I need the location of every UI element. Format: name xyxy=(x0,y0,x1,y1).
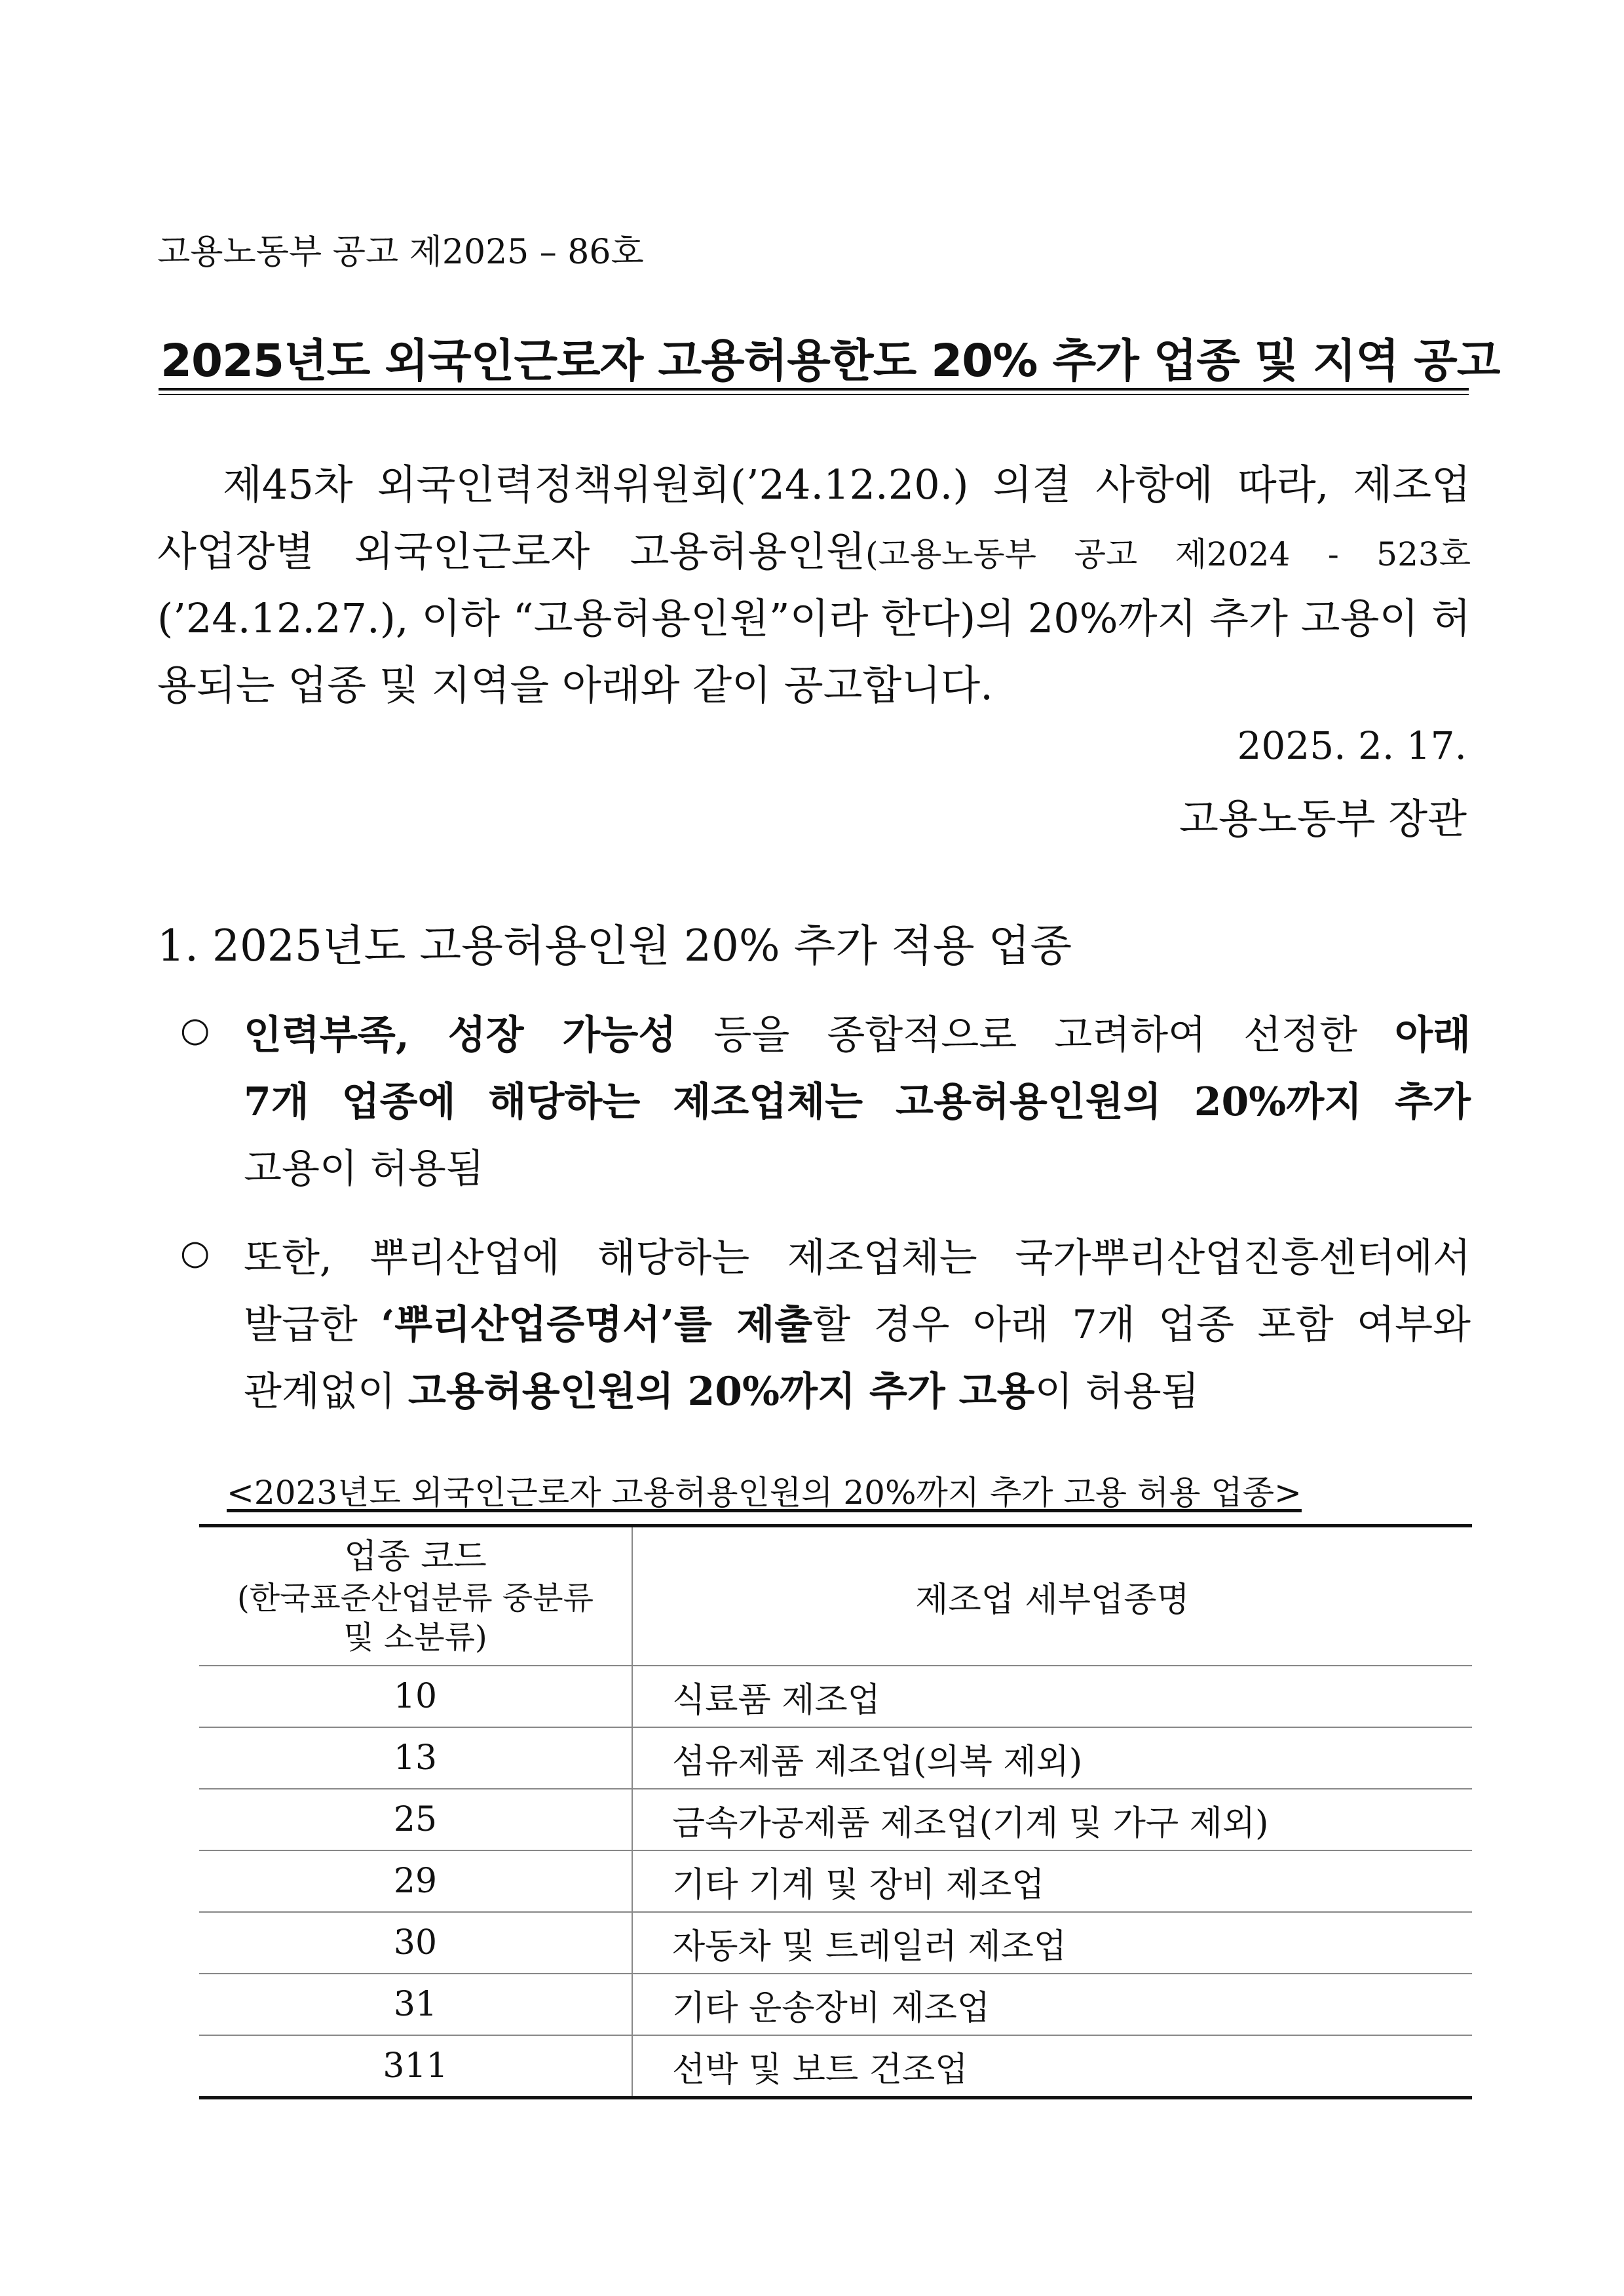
intro-line-2-reference: (고용노동부 공고 제2024 - 523호 xyxy=(865,535,1471,573)
industry-code-cell: 25 xyxy=(199,1789,632,1850)
industry-name-cell: 식료품 제조업 xyxy=(632,1666,1472,1727)
table-row xyxy=(199,1666,1472,1727)
bullet-1-normal: 등을 종합적으로 고려하여 선정한 xyxy=(676,1012,1395,1058)
intro-line-2 xyxy=(157,519,1471,577)
industry-code-cell: 13 xyxy=(199,1727,632,1789)
notice-issuer: 고용노동부 장관 xyxy=(1179,795,1467,843)
industry-name-cell: 금속가공제품 제조업(기계 및 가구 제외) xyxy=(632,1789,1472,1850)
header-industry-code xyxy=(199,1526,632,1666)
bullet-2-line-1: 또한, 뿌리산업에 해당하는 제조업체는 국가뿌리산업진흥센터에서 xyxy=(244,1235,1471,1281)
industry-code-cell: 10 xyxy=(199,1666,632,1727)
intro-line-1: 제45차 외국인력정책위원회(’24.12.20.) 의결 사항에 따라, 제조업 xyxy=(223,461,1471,508)
bullet-2-line-3-a: 관계없이 xyxy=(244,1369,408,1415)
table-row xyxy=(199,1850,1472,1912)
industry-code-cell: 31 xyxy=(199,1974,632,2035)
table-header-row xyxy=(199,1526,1472,1666)
bullet-1-mark: ○ xyxy=(180,1010,210,1050)
intro-line-3: (’24.12.27.), 이하 “고용허용인원”이라 한다)의 20%까지 추가 고용이 허 xyxy=(157,594,1471,642)
bullet-2-line-3-b: 이 허용됨 xyxy=(1034,1369,1199,1415)
header-code-line-1: 업종 코드 xyxy=(344,1537,487,1577)
table-row xyxy=(199,1912,1472,1974)
title-underline-thin xyxy=(159,394,1469,395)
notice-date: 2025. 2. 17. xyxy=(1237,723,1467,768)
bullet-2-line-3-bold: 고용허용인원의 20%까지 추가 고용 xyxy=(407,1369,1035,1415)
section-1-heading: 1. 2025년도 고용허용인원 20% 추가 적용 업종 xyxy=(157,921,1072,971)
industry-name-cell: 기타 기계 및 장비 제조업 xyxy=(632,1850,1472,1912)
header-code-line-3: 및 소분류) xyxy=(343,1618,487,1656)
table-caption: <2023년도 외국인근로자 고용허용인원의 20%까지 추가 고용 허용 업종> xyxy=(227,1474,1302,1512)
intro-line-4: 용되는 업종 및 지역을 아래와 같이 공고합니다. xyxy=(157,661,993,709)
bullet-1-line-2: 7개 업종에 해당하는 제조업체는 고용허용인원의 20%까지 추가 xyxy=(244,1079,1471,1125)
bullet-1-line-3: 고용이 허용됨 xyxy=(244,1146,484,1192)
bullet-2-line-2-a: 발급한 xyxy=(244,1302,381,1348)
industry-code-cell: 29 xyxy=(199,1850,632,1912)
bullet-2-line-2-b: 할 경우 아래 7개 업종 포함 여부와 xyxy=(812,1302,1471,1348)
industry-name-cell: 자동차 및 트레일러 제조업 xyxy=(632,1912,1472,1974)
industry-name-cell: 선박 및 보트 건조업 xyxy=(632,2035,1472,2098)
table-row xyxy=(199,1974,1472,2035)
industry-code-cell: 30 xyxy=(199,1912,632,1974)
bullet-1-line-1 xyxy=(244,1004,1471,1060)
table-row xyxy=(199,1789,1472,1850)
title-underline xyxy=(159,388,1469,391)
notice-number: 고용노동부 공고 제2025 – 86호 xyxy=(157,233,644,272)
header-industry-name: 제조업 세부업종명 xyxy=(632,1526,1472,1666)
bullet-2-line-2 xyxy=(244,1293,1471,1350)
header-code-line-2: (한국표준산업분류 중분류 xyxy=(236,1579,594,1617)
bullet-2-mark: ○ xyxy=(180,1233,210,1272)
document-title: 2025년도 외국인근로자 고용허용한도 20% 추가 업종 및 지역 공고 xyxy=(161,335,1500,387)
industry-name-cell: 섬유제품 제조업(의복 제외) xyxy=(632,1727,1472,1789)
bullet-2-line-3 xyxy=(244,1360,1471,1417)
industry-table xyxy=(199,1524,1472,2099)
bullet-1-bold-a: 인력부족, 성장 가능성 xyxy=(244,1012,677,1058)
intro-line-2-main: 사업장별 외국인근로자 고용허용인원 xyxy=(157,527,866,575)
table-row xyxy=(199,1727,1472,1789)
table-row xyxy=(199,2035,1472,2098)
bullet-1-bold-b: 아래 xyxy=(1395,1012,1471,1058)
bullet-2-line-2-bold: ‘뿌리산업증명서’를 제출 xyxy=(381,1302,813,1348)
industry-name-cell: 기타 운송장비 제조업 xyxy=(632,1974,1472,2035)
industry-code-cell: 311 xyxy=(199,2035,632,2098)
